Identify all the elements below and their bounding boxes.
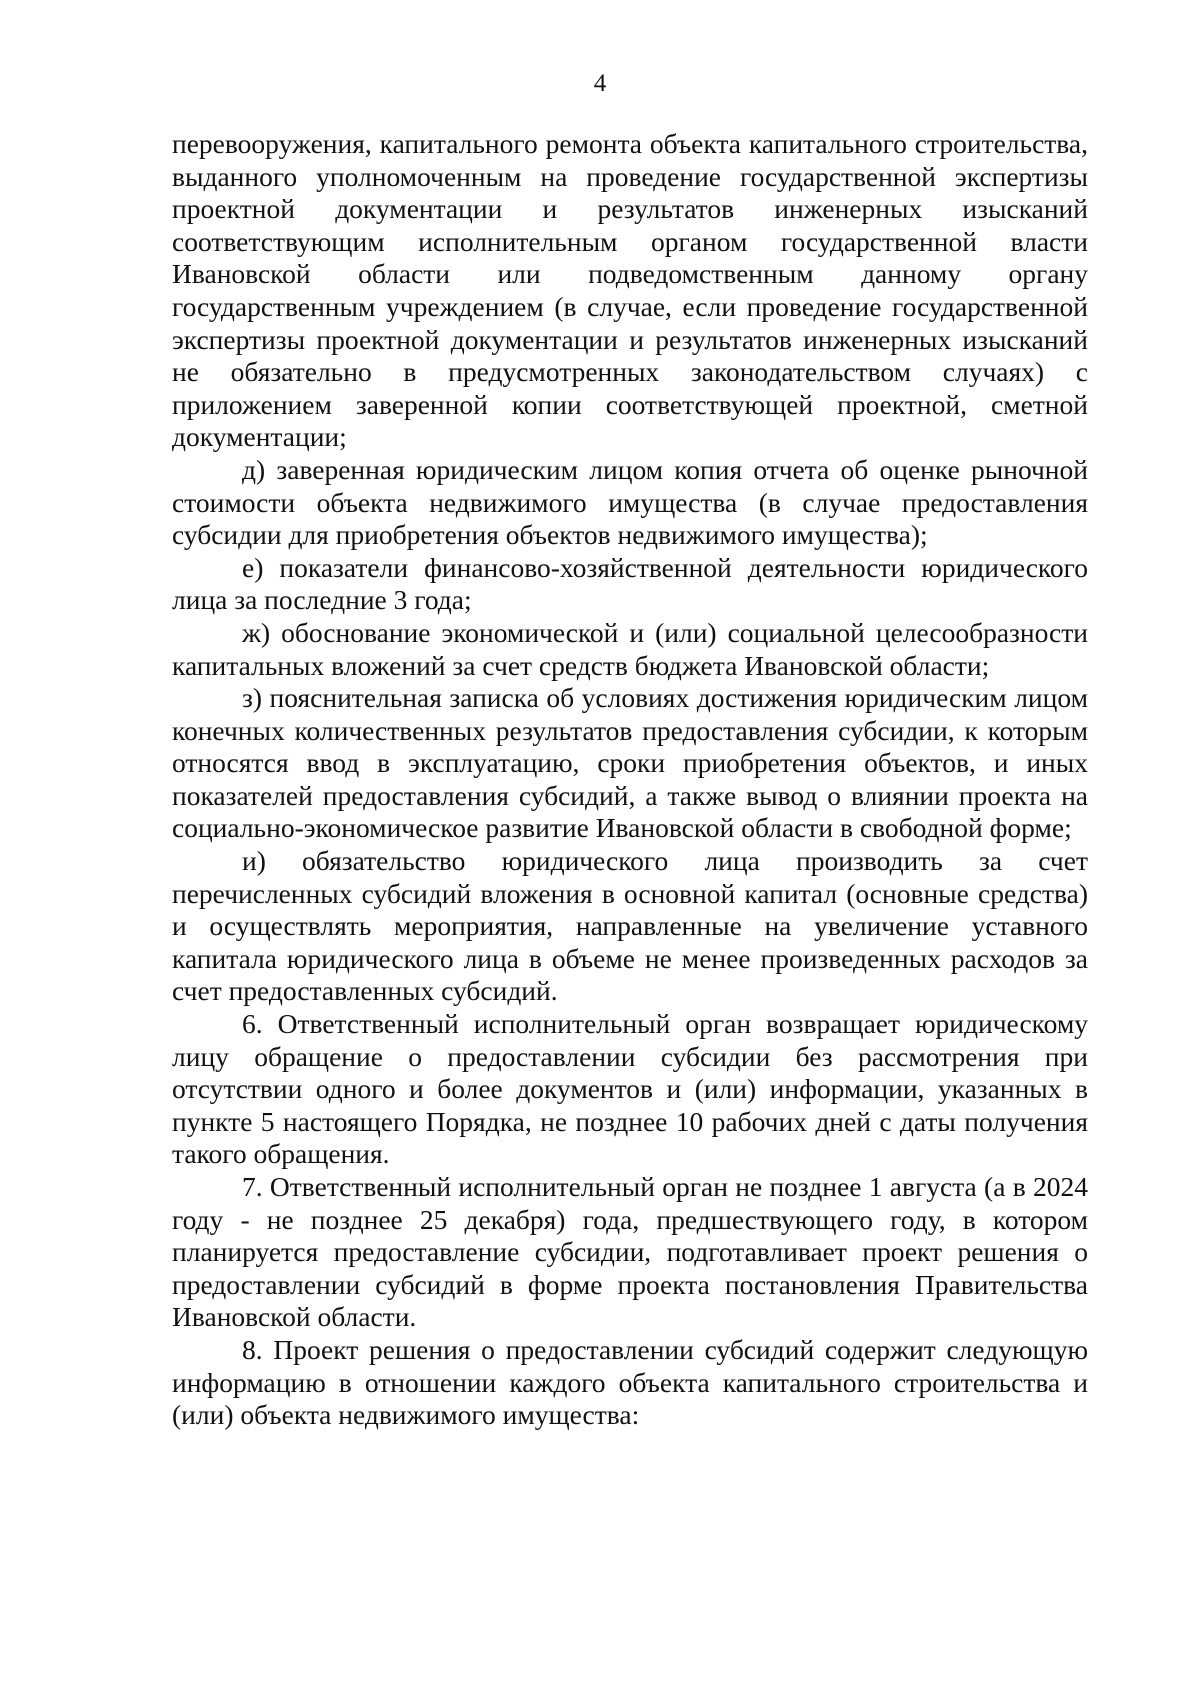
paragraph-clause-7: 7. Ответственный исполнительный орган не позднее 1 августа (а в 2024 году - не позднее 25 декабря) года, предшествующего году, в котором планируется предоставление субсидии, подготавливает проект решения о предоставлении субсидий в форме проекта постановления Правительства Ивановской области. <box>172 1171 1088 1333</box>
paragraph-clause-6: 6. Ответственный исполнительный орган возвращает юридическому лицу обращение о предоставлении субсидии без рассмотрения при отсутствии одного и более документов и (или) информации, указанных в пункте 5 настоящего Порядка, не позднее 10 рабочих дней с даты получения такого обращения. <box>172 1008 1088 1170</box>
paragraph-item-zh: ж) обоснование экономической и (или) социальной целесообразности капитальных вложений за счет средств бюджета Ивановской области; <box>172 616 1088 681</box>
paragraph-item-e: е) показатели финансово-хозяйственной деятельности юридического лица за последние 3 года; <box>172 551 1088 616</box>
paragraph-clause-8: 8. Проект решения о предоставлении субсидий содержит следующую информацию в отношении каждого объекта капитального строительства и (или) объекта недвижимого имущества: <box>172 1333 1088 1431</box>
document-body <box>172 128 1088 1432</box>
paragraph-item-i: и) обязательство юридического лица производить за счет перечисленных субсидий вложения в основной капитал (основные средства) и осуществлять мероприятия, направленные на увеличение уставного капитала юридического лица в объеме не менее произведенных расходов за счет предоставленных субсидий. <box>172 845 1088 1007</box>
page-number: 4 <box>593 70 607 97</box>
paragraph-item-d: д) заверенная юридическим лицом копия отчета об оценке рыночной стоимости объекта недвижимого имущества (в случае предоставления субсидии для приобретения объектов недвижимого имущества); <box>172 453 1088 551</box>
paragraph-item-z: з) пояснительная записка об условиях достижения юридическим лицом конечных количественных результатов предоставления субсидии, к которым относятся ввод в эксплуатацию, сроки приобретения объектов, и иных показателей предоставления субсидий, а также вывод о влиянии проекта на социально-экономическое развитие Ивановской области в свободной форме; <box>172 682 1088 844</box>
paragraph-continuation: перевооружения, капитального ремонта объекта капитального строительства, выданного уполномоченным на проведение государственной экспертизы проектной документации и результатов инженерных изысканий соответствующим исполнительным органом государственной власти Ивановской области или подведомственным данному органу государственным учреждением (в случае, если проведение государственной экспертизы проектной документации и результатов инженерных изысканий не обязательно в предусмотренных законодательством случаях) с приложением заверенной копии соответствующей проектной, сметной документации; <box>172 128 1088 453</box>
